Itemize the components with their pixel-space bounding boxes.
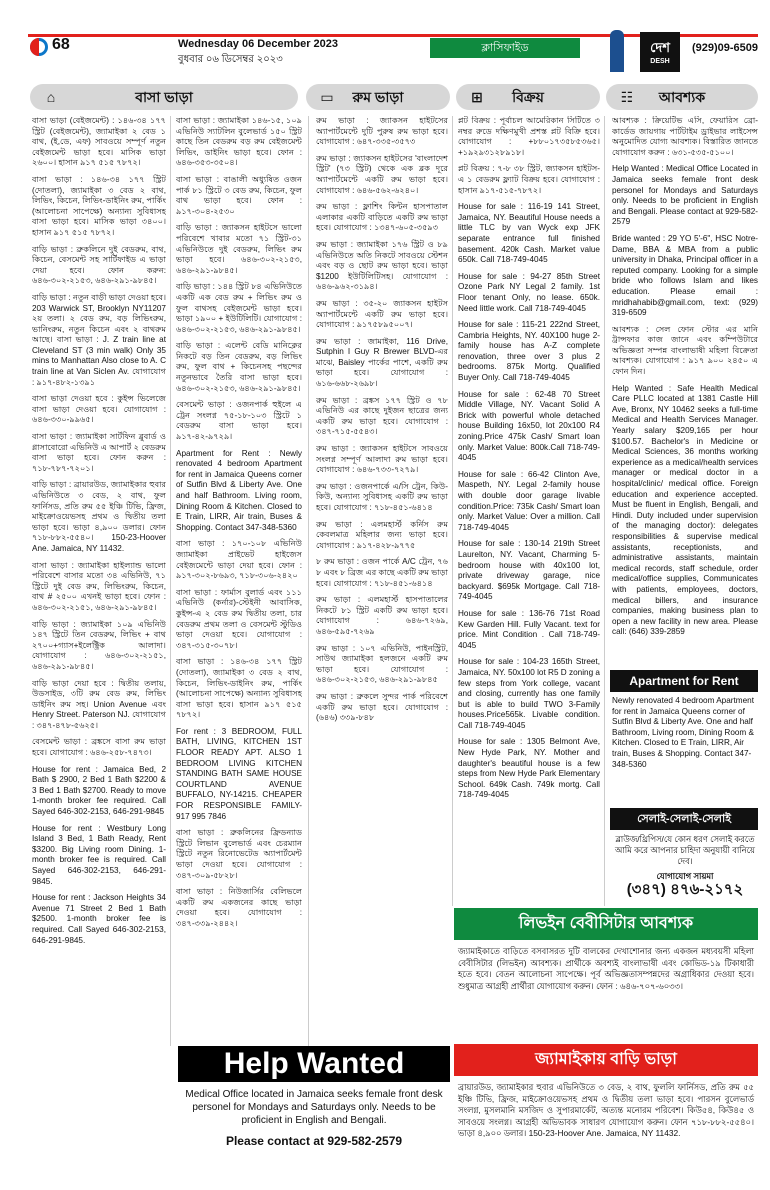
ad-item: বাসা ভাড়া : জ্যামাইকা সার্টফিন ব্লুবার্ড ও গ্লাসাবোরো এভিনিউ এ আপার্ট ২ বেডরুম বাসা ভাড়া হবে। ফোন করুন : ৭১৮-৭৮৭-৭২০১। (32, 432, 166, 473)
ad-item: Apartment for Rent : Newly renovated 4 bedroom Apartment for rent in Jamaica Queens corner of Sutfin Blvd & Liberty Ave. One and half Bathroom. Living room, Dining Room & Kitchen. Closed to E Train, LIRR, Air train, Buses & Shopping. Contact 347-348-5360 (176, 448, 302, 532)
date-bengali: বুধবার ০৬ ডিসেম্বর ২০২৩ (178, 54, 283, 65)
ad-item: House for sale : 130-14 219th Street Laurelton, NY. Vacant, Charming 5-bedroom house with 40x100 lot, private driveway garage, nice backyard. $695k Mortgage. Call 718-749-4045 (458, 539, 600, 602)
ad-item: বাড়ি ভাড়া : জ্যামাইকা ১০৯ এভিনিউ ১৪৭ স্ট্রিটে তিন বেডরুম, লিভিং + বাথ ২৭০০+গ্যাস+ইলেক্ট্রিক আলাদা। যোগাযোগ : ৬৪৬-৩০২-২১৫১, ৬৪৬-২৯১-৯৮৪৫। (32, 619, 166, 671)
section-head-need (606, 84, 758, 110)
ad-item: House for sale : 116-19 141 Street, Jamaica, NY. Beautiful House needs a little TLC by van Wyck exp JFK separate entrance full finished basement. 420k Cash. Market value 650k. Call 718-749-4045 (458, 202, 600, 265)
sewing-box (612, 834, 758, 904)
section-head-room (306, 84, 450, 110)
statue-of-liberty-icon (610, 30, 624, 72)
ad-item: বাড়ি ভাড়া : নতুন বাড়ী ভাড়া দেওয়া হবে। 203 Warwick ST, Brooklyn NY11207 ২য় তলা। ২ বেড রুম, বড় লিভিংরুম, ভানিংরুম, নতুন কিচেন এবং ২ বাথরুম আছে। বাসা ভাড়া : J. Z train line at Cleveland ST (3 min walk) Only 35 mins to Manhattan Also close to A. C train line at Van Siclen Av. যোগাযোগ : ৯১৭-৪৮২-১৩৯১ (32, 292, 166, 387)
column-basa-1 (32, 116, 166, 1186)
section-label: ক্লাসিফাইড (430, 38, 580, 58)
ad-item: বাসা ভাড়া : ব্রুকলিনের ফ্রিডন্যাড স্ট্রিটে লিভান বুলেভার্ড এবং চেরম্যান স্ট্রিটে নতুন রিনোভেটেড অ্যাপার্টমেন্ট ভাড়া দেওয়া হবে। যোগাযোগ : ৩৪৭-৩০৯-৫৮২৮। (176, 828, 302, 880)
people-icon: ☷ (620, 89, 634, 105)
cart-icon: ⊞ (471, 89, 483, 105)
column-need (612, 116, 758, 664)
ad-item: বাসা ভাড়া দেওয়া হবে : কুইন্স ভিলেজে বাসা ভাড়া দেওয়া হবে। যোগাযোগ : ৬৪৬-৩৩০-৯৯৬৫। (32, 394, 166, 425)
ad-item: রুম ভাড়া : জ্যামাইকা ১৭৬ স্ট্রিট ও ৮৯ এভিনিউতে অতি নিকটে সাবওয়ে স্টেশন এবং বড় ও ছোট রুম ভাড়া হবে। ভাড়া $1200 ইউটিলিটিসহ। যোগাযোগ : ৬৪৬-৯৬২-৩১৯৪। (316, 239, 448, 292)
ad-item: House for sale : 94-27 85th Street Ozone Park NY Legal 2 family. 1st Floor tenant Only, no lease. 650k. Need little work. Call 718-749-4045 (458, 271, 600, 313)
ad-item: রুম ভাড়া : ফ্লাশিং কিন্টন হাসপাতাল এলাকার একটি বাড়িতে একটি রুম ভাড়া হবে। যোগাযোগ : ১৩৪৭-৬০৫-৩৫৯৩ (316, 202, 448, 233)
apartment-box-title: Apartment for Rent (610, 670, 758, 692)
ad-item: Bride wanted : 29 YO 5'-6", HSC Notre-Dame, BBA & MBA from a public university in Dhaka, Principal officer in a reputed company. Looking for a simple bride who follows Islam and likes education. Please email : mridhahabib@gmail.com, text: (929) 319-6509 (612, 233, 758, 318)
ad-item: বাড়ি ভাড়া : ১৪৪ স্ট্রিট ৮৪ এভিনিউতে একটি এক বেড রুম + লিভিং রুম ও ফুল বাথসহ বেইজমেন্ট ভাড়া হবে। ভাড়া ১৯০০ + ইউটিলিটি। যোগাযোগ : ৬৪৬-৩০২-২১৫৩, ৬৪৬-২৯১-৯৮৪৫। (176, 282, 302, 334)
desh-logo (640, 32, 680, 72)
help-wanted-title: Help Wanted (178, 1046, 450, 1082)
column-sale (458, 116, 600, 904)
ad-item: বাসা ভাড়া : নিউজার্সির বেলিভলে একটি রুম একজনের কাছে ভাড়া দেওয়া হবে। যোগাযোগ : ৩৪৭-৩৩৯-২৪৪২। (176, 887, 302, 928)
column-divider (604, 116, 605, 906)
ad-item: বাসা ভাড়া : জ্যামাইকা ১৪৬-১৫, ১০৯ এভিনিউ স্যাটলিন বুলেভার্ড ১৫০ স্ট্রিট কাছে তিন বেডরুম বড় রুম বেইজমেন্ট লিভিং, ডাইনিং ভাড়া হবে। ফোন : ৬৪৬-৩৫৩-৩৫০৪। (176, 116, 302, 168)
ad-item: ৮ রুম ভাড়া : ওজন পার্কে A/C ট্রেন, ৭৬ ৮ এবং ৮ ব্রিজ এর কাছে একটি রুম ভাড়া হবে। যোগাযোগ : ৭১৮-৪৫১-৬৪১৪ (316, 557, 448, 588)
ad-item: আবশ্যক : ক্রিয়েটিভ এসি, ফেয়ারিস ব্রো-কার্ডেড জায়গায় পার্টটাইম ড্রাইভার লাইসেন্স অনুমোদিত যোগ্য আবশ্যক। বিস্তারিত জানতে যোগাযোগ করুন : ৬৩১-৫৩৫-৫১০০। (612, 116, 758, 157)
ad-item: রুম ভাড়া : ৩৫-২০ জ্যাকসন হাইটস অ্যাপার্টমেন্টে একটি রুম ভাড়া হবে। যোগাযোগ : ৯১৭৫৮৯৫০০৭। (316, 298, 448, 330)
ad-item: House for sale : 136-76 71st Road Kew Garden Hill. Fully Vacant. text for price. Mint Condition . Call 718-749-4045 (458, 608, 600, 650)
help-wanted-text: Medical Office located in Jamaica seeks female front desk personel for Mondays and Saturdays only. Needs to be proficient in English and Bengali. (185, 1089, 443, 1126)
ad-item: House for rent : Westbury Long Island 3 Bed, 1 Bath Ready, Rent $3200. Big Living room Dining. 1-month broker fee is required. Call Sayed 646-302-2153, 646-291-9845. (32, 823, 166, 886)
ad-item: House for sale : 66-42 Clinton Ave, Maspeth, NY. Legal 2-family house with double door garage livable condition.Price: 735k Cash/ Smart loan only. Market Value: Over a million. Call 718-749-4045 (458, 469, 600, 532)
ad-item: প্লট বিক্রয় : পূর্বাচল আমেরিকান সিটিতে ৩ নম্বর রুডে দক্ষিণমুখী প্রশস্ত প্লট বিক্রি হবে। যোগাযোগ : +৮৮০১৭৩৫৮৫৩৬৫। +১৯২৯৩১২৮৯১৮। (458, 116, 600, 157)
help-wanted-contact: Please contact at 929-582-2579 (225, 1134, 403, 1148)
page-header (0, 0, 770, 80)
section-title-need: আবশ্যক (658, 89, 706, 105)
column-room (316, 116, 448, 1042)
ad-item: রুম ভাড়া : জ্যাকসন হাইটসের অ্যাপার্টমেন্টে দুটি পুরুষ রুম ভাড়া হবে। যোগাযোগ : ৬৪৭-৩৩৫-৩৫৭৩ (316, 116, 448, 147)
ad-item: রুম ভাড়া : ব্রঙ্কস ১৭৭ স্ট্রিট ও ৭৮ এভিনিউ এর কাছে দুইজন ছাত্রের জন্য একটি রুম ভাড়া হবে। যোগাযোগ : ৩৪৭-৭১৫-৫৫৪৩। (316, 395, 448, 437)
logo-title: দেশ (650, 40, 670, 55)
ad-item: বাড়ি ভাড়া : ব্রুকলিনে দুই বেডরুম, বাথ, কিচেন, বেসমেন্ট সহ সার্টিফাইড এ ভাড়া দেয়া হবে। ফোন করুন: ৬৪৬-৩০২-২১৫৩, ৬৪৬-২৯১-৯৮৪৫। (32, 244, 166, 286)
jamaica-box-text: ব্রায়ারউড, জ্যামাইকার হুবার এভিনিউতে ৩ বেড, ২ বাথ, ফুললি ফার্নিসড, প্রতি রুম ৫৫ ইঞ্চি টিভি, ফ্রিজ, মাইক্রোওয়েভসহ প্রথম ও দ্বিতীয় তলা ভাড়া হবে। পারসন বুলেভার্ড সংলগ্ন, মুসলমানি মসজিদ ও সুপারমার্কেট, অত্যন্ত মনোরম পরিবেশ। কিউ৫৪, কিউ৪৫ ও সাবওয়ে সংলগ্ন। আগ্রহী অভিভাবক সাধারণ যোগাযোগ করুন। ফোন ৭১৮-৮৮২-৫৫৪০। ভাড়া ৪,৯০০ ডলার। 150-23-Hoover Ane. Jamaica, NY 11432. (458, 1082, 754, 1138)
ad-item: রুম ভাড়া : জামাইকা, 116 Drive, Sutphin I Guy R Brewer BLVD-এর মাঝে, Baisley পার্কের পাশে, একটি রুম ভাড়া হবে। যোগাযোগ : ৬১৬-৬৬৮-২৬৯৮। (316, 336, 448, 389)
sewing-box-text: ব্লাউজ/থ্রিপিস/যে কোন ধরণ সেলাই করতে আমি করে আপনার চাহিদা অনুযায়ী বানিয়ে দেব। (615, 834, 755, 866)
section-title-sale: বিক্রয় (512, 89, 544, 105)
section-head-sale (456, 84, 600, 110)
ad-item: বাসা ভাড়া (বেইজমেন্ট) : ১৪৬-৩৪ ১৭৭ স্ট্রিট (বেইজমেন্ট), জ্যামাইকা ২ বেড ১ বাথ, (ই,ডে, এফ) সাবওয়ে সম্পূর্ণ নতুন বেইজমেন্ট ভাড়া হবে। মাসিক ভাড়া ২৬০০। হাসান ৯১৭ ৫১৫ ৭৮৭২। (32, 116, 166, 168)
ad-item: বাড়ি ভাড়া : জ্যাকসন হাইটসে ভালো পরিবেশে খাবার মতো ৭১ স্ট্রিট-৩১ এভিনিউতে দুই বেডরুম, লিভিং রুম ভাড়া হবে। ৬৪৬-৩০২-২১৫৩, ৬৪৬-২৯১-৯৮৪৫। (176, 223, 302, 275)
bed-icon: ▭ (320, 89, 334, 105)
ad-item: রুম ভাড়া : এলমহার্স্ট কর্নিস রুম কেবলমাত্র মহিলার জন্য ভাড়া হবে। যোগাযোগ : ৯১৭-৪২৮-৯৭৭৫ (316, 519, 448, 550)
ad-item: বাড়ি ভাড়া দেয়া হবে : দ্বিতীয় তলায়, উডসাইড, ৩টি রুম বেড রুম, লিভিং ডাইনিং রুম সহ। Union Avenue এবং Henry Street. Paterson NJ. যোগাযোগ : ৩৪৭-৪৭৮-৫৬২৫। (32, 678, 166, 730)
ad-item: For rent : 3 BEDROOM, FULL BATH, LIVING, KITCHEN 1ST FLOOR READY APT. ALSO 1 BEDROOM LIVING KITCHEN STANDING BATH SAME HOUSE COURTLAND AVENUE BUFFALO, NY-14215. CHEAPER FOR RESPONSIBLE FAMILY- 917 995 7846 (176, 726, 302, 821)
column-divider (170, 116, 171, 1046)
section-title-room: রুম ভাড়া (352, 89, 404, 105)
column-divider (452, 116, 453, 906)
column-divider (308, 116, 309, 1046)
ad-item: রুম ভাড়া : জ্যাকসন হাইটসে সাবওয়ে সংলগ্ন সম্পূর্ণ আলাদা রুম ভাড়া হবে। যোগাযোগ : ৬৪৬-৭৩৩-৭২৭৯। (316, 444, 448, 475)
ad-item: রুম ভাড়া : ব্রুকলে সুন্দর পার্ক পরিবেশে একটি রুম ভাড়া হবে। যোগাযোগ : (৬৪৬) ৩৩৯-৮৪৮ (316, 691, 448, 723)
ad-item: আবশ্যক : সেল ফোন স্টোর এর মানি ট্রান্সফার কাজ জানে এবং কম্পিউটারে অভিজ্ঞতা সম্পন্ন বাংলাভাষী মহিলা বিক্রেতা আবশ্যক। যোগাযোগ : ৯১৭ ৯০০ ২৪৫০ এ ফোন দিন। (612, 324, 758, 377)
ad-item: বাসা ভাড়া : ১৪৬-৩৪ ১৭৭ স্ট্রিট (দোতলা), জ্যামাইকা ৩ বেড ২ বাথ, লিভিং, কিচেন, লিভিং-ডাইনিং রুম, পার্কিং (আলোচনা সাপেক্ষে) অন্যান্য সুবিধাসহ বাসা ভাড়া হবে। মাসিক ভাড়া ৩৪০০। হাসান ৯১৭ ৫১৫ ৭৮৭২। (32, 174, 166, 237)
sewing-phone: (৩৪৭) ৪৭৬-২১৭২ (626, 881, 744, 898)
ad-item: Help Wanted : Safe Health Medical Care PLLC located at 1381 Castle Hill Ave, Bronx, NY 10462 seeks a full-time Medical and Health Services Manager. Yearly salary $209,165 per hour $100.57. Bachelor's in Medicine or Medical Sciences, 36 months working experience as a medical/health services manager or medical doctor in a hospital/clinic/ medical office. Foreign education and experience accepted. Must be fluent in English, Bengali, and Hindi. Duty included under supervision of the managing doctor): delegates responsibilities & supervise medical assistants, receptionists, and administrative assistants, maintain medical records, staff schedule, order medical/office supplies, Communicates with patients, employees, doctors, medical billers, and insurance companies, making business plan to open a new facility in new area. Please call: (646) 339-2859 (612, 383, 758, 637)
column-basa-2 (176, 116, 302, 1042)
apartment-box-text: Newly renovated 4 bedroom Apartment for rent in Jamaica Queens corner of Sutfin Blvd & Liberty Ave. One and half Bathroom, Living room, Dining Room & Kitchen. Closed to E Train, LIRR, Air train, Buses & Shopping. Contact 347-348-5360 (612, 696, 754, 769)
ad-item: House for rent : Jackson Heights 34 Avenue 71 Street 2 Bed 1 Bath $2500. 1-month broker fee is required. Call Sayed 646-302-2153, 646-291-9845. (32, 893, 166, 945)
ad-item: বেসমেন্ট ভাড়া : ব্রঙ্কসে বাসা রুম ভাড়া হবে। যোগাযোগ : ৬৪৬-২৫৮-৭৪৭৩। (32, 737, 166, 758)
jamaica-box-title: জ্যামাইকায় বাড়ি ভাড়া (454, 1044, 758, 1076)
ad-item: বাড়ি ভাড়া : ব্রায়ারউড, জ্যামাইকার হুবার এভিনিউতে ৩ বেড, ২ বাথ, ফুল ফার্নিসড, প্রতি রুম ৫৫ ইঞ্চি টিভি, ফ্রিজ, মাইক্রোওয়েভসহ প্রথম ও দ্বিতীয় তলা ভাড়া হবে। ভাড়া ৪,৯০০ ডলার। ফোন ৭১৮-৮৮২-৫৫৪০। 150-23-Hoover Ane. Jamaica, NY 11432. (32, 480, 166, 553)
ad-item: House for sale : 62-48 70 Street Middle Village, NY. Vacant Solid A Brick with powerful whole detached house Building 16x50, lot 20x100 R4 zoning.Price 475k Cash/ Smart loan only. Market Value: 800k.Call 718-749-4045 (458, 389, 600, 463)
ad-item: বাসা ভাড়া : বাঙালী অধ্যুষিত ওজন পার্ক ৮১ স্ট্রিটে ৩ বেড রুম, কিচেন, ফুল বাথ ভাড়া হবে। ফোন : ৯১৭-৩০৪-২৫৩০ (176, 174, 302, 216)
ad-item: রুম ভাড়া : এলমহার্স্ট হাসপাতালের নিকটে ৮১ স্ট্রিট একটি রুম ভাড়া হবে। যোগাযোগ : ৬৪৬-৭২৬৯, ৬৪৬-৫৯৫-৭২৬৯ (316, 595, 448, 636)
ad-item: বাসা ভাড়া : ১৪৬-৩৪ ১৭৭ স্ট্রিট (দোতলা), জ্যামাইকা ৩ বেড ২ বাথ, কিচেন, লিভিং-ডাইনিং রুম, পার্কিং (আলোচনা সাপেক্ষে) অন্যান্য সুবিধাসহ বাসা ভাড়া হবে। হাসান ৯১৭ ৫১৫ ৭৮৭২। (176, 657, 302, 720)
ad-item: House for sale : 104-23 165th Street, Jamaica, NY. 50x100 lot R5 D zoning a few steps from York college, vacant and closing, currently has one family but is able to build TWO 3-Family houses.Price565k. Livable condition. Call 718-749-4045 (458, 657, 600, 730)
section-title-basa: বাসা ভাড়া (135, 89, 193, 105)
ad-item: রুম ভাড়া : ১০৭ এভিনিউ, পাইনস্ট্রিট, সাউথ জ্যামাইকা হলজনে একটি রুম ভাড়া হবে। যোগাযোগ : ৬৪৬-৩০২-২১৫৩, ৬৪৬-২৯১-৯৮৪৫ (316, 643, 448, 685)
help-wanted-box (178, 1084, 450, 1184)
ad-item: বাড়ি ভাড়া : এলেন্ট বেডি মানিক্লের নিকটে বড় তিন বেডরুম, বড় লিভিং রুম, ফুল বাথ + কিচেনসহ পছন্দের নতুনভাবে তৈরি বাসা ভাড়া হবে। ৬৪৬-৩০২-২১৫৩, ৬৪৬-২৯১-৯৮৪৫। (176, 341, 302, 393)
ad-item: House for sale : 1305 Belmont Ave, New Hyde Park, NY. Mother and daughter's beautiful house is a few steps from New Hyde Park Elementary School. 649k Cash. 749k mortg. Call 718-749-4045 (458, 737, 600, 800)
header-phone: (929)09-6509 (691, 42, 758, 54)
house-icon: ⌂ (46, 89, 56, 105)
babysitter-box-text: জ্যামাইকাতে বাড়িতে বসবাসরত দুটি বালকের দেখাশোনার জন্য একজন মধ্যবয়সী মহিলা বেবীসিটার (লিভইন) আবশ্যক। প্রার্থীকে অবশ্যই বাংলাভাষী এবং কোভিড-১৯ টিকাধারী হতে হবে। বেতন আলোচনা সাপেক্ষে। পূর্ব অভিজ্ঞতাসম্পন্নদের অগ্রাধিকার দেওয়া হবে। শুধুমাত্র আগ্রহী প্রার্থীরা যোগাযোগ করুন। ফোন : ৬৪৬-৭০৭-৬০৩৩। (458, 946, 754, 991)
ad-item: House for sale : 115-21 222nd Street, Cambria Heights, NY. 40X100 huge 2-family house has A-Z complete renovation, three over 3 plus 2 bedrooms. 875k Mortg. Qualified Buyer Only. Call 718-749-4045 (458, 320, 600, 383)
page-number: 68 (52, 36, 70, 53)
ad-item: Help Wanted : Medical Office Located in Jamaica seeks female front desk personel for Mondays and Saturdays only. Needs to be proficient in English and Bengali. Please contact at 929-582-2579 (612, 164, 758, 227)
section-head-basa (30, 84, 298, 110)
ad-item: বেসমেন্ট ভাড়া : ওজনপার্ক হুইলে এ ট্রেন সংলগ্ন ৭৫-১৮-১০৩ স্ট্রিটে ১ বেডরুম বাসা ভাড়া হবে। ৯১৭-৪২-৯৭২৯। (176, 400, 302, 442)
ad-item: প্লট বিক্রয় : ৭-৮ ৩৮ স্ট্রিট, জ্যাকসন হাইটস-এ ১ বেডরুম ফ্ল্যাট বিক্রয় হবে। যোগাযোগ : হাসান ৯১৭-৫১৫-৭৮৭২। (458, 164, 600, 195)
sewing-box-title: সেলাই-সেলাই-সেলাই (610, 808, 758, 830)
sewing-contact-label: যোগাযোগ সায়মা (656, 871, 714, 881)
ad-item: বাসা ভাড়া : জ্যামাইকা হাইল্যান্ড ভালো পরিবেশে বাসার মতো ৩৪ এভিনিউ, ৭১ স্ট্রিটে দুই বেড রুম, লিভিংরুম, কিচেন, বাথ # ২৫০০ এখনই ভাড়া হবে। ফোন : ৬৪৬-৩০২-২১৫১, ৬৪৬-২৯১-৯৮৪৫। (32, 560, 166, 612)
ad-item: House for rent : Jamaica Bed, 2 Bath $ 2900, 2 Bed 1 Bath $2200 & 3 Bed 1 Bath $2700. Ready to move 1-month broker fee required. Call Sayed 646-302-2153, 646-291-9845 (32, 764, 166, 817)
logo-subtitle: DESH (650, 58, 670, 65)
date-english: Wednesday 06 December 2023 (178, 38, 338, 50)
ad-item: বাসা ভাড়া : ১৭০-১০৮ এভিনিউ জ্যামাইকা প্রাইভেট হাইজেস বেইজমেন্টে ভাড়া দেয়া হবে। ফোন : ৯১৭-৩০২-৮৬৯৩, ৭১৮-৩০৬-২৪২০ (176, 539, 302, 581)
ad-item: বাসা ভাড়া : ফার্মাস বুলার্ড এবং ১১১ এভিনিউ (কর্নার)-স্টেইনী আবাসিক, কুইন্স-এ ২ বেড রুম দ্বিতীয় তলা, চার বেডরুম প্রথম তলা ও বেসমেন্ট স্টুডিও ভাড়া দেওয়া হবে। যোগাযোগ : ৩৪৭-৩১৫-৩০৭৮। (176, 587, 302, 650)
ad-item: রুম ভাড়া : ওজনপার্কে এ/সি ট্রেন, কিউ-কিউ, অন্যান্য সুবিধাসহ একটি রুম ভাড়া হবে। যোগাযোগ : ৭১৮-৪৫১-৬৪১৪ (316, 481, 448, 512)
babysitter-box-title: লিভইন বেবীসিটার আবশ্যক (454, 908, 758, 940)
ad-item: রুম ভাড়া : জ্যাকসন হাইটসের 'বাংলাদেশ স্ট্রিট' (৭৩ স্ট্রিট) থেকে এক ব্লক দূরে অ্যাপার্টমেন্টে একটি রুম ভাড়া হবে। যোগাযোগ : ৬৪৬-৫৬২-৬২৪০। (316, 153, 448, 195)
